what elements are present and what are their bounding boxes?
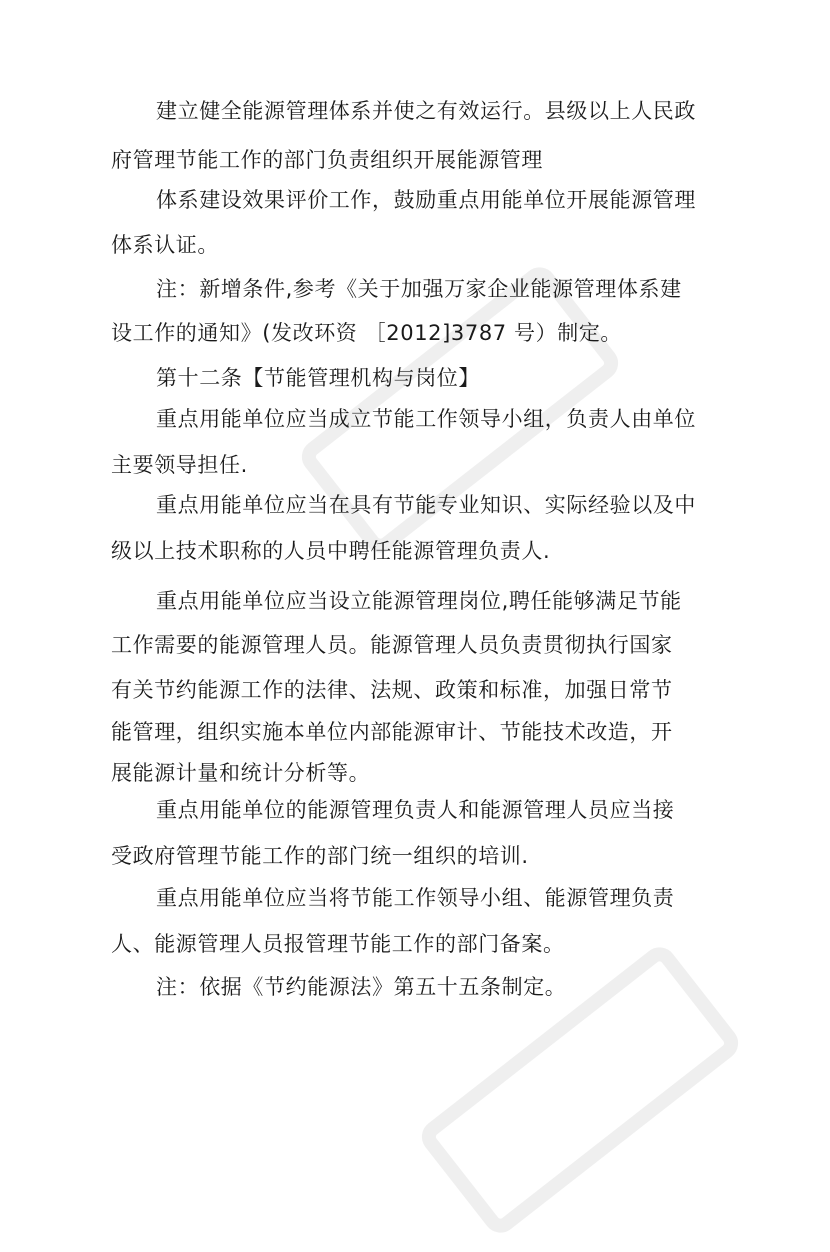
- paragraph-line: 重点用能单位应当设立能源管理岗位,聘任能够满足节能: [156, 589, 682, 613]
- note-line: 设工作的通知》(发改环资 ［2012]3787 号）制定。: [111, 321, 623, 345]
- paragraph-line: 建立健全能源管理体系并使之有效运行。县级以上人民政: [156, 99, 696, 123]
- paragraph-line: 体系认证。: [111, 233, 219, 257]
- note-line: 注：依据《节约能源法》第五十五条制定。: [156, 975, 567, 999]
- paragraph-line: 有关节约能源工作的法律、法规、政策和标准，加强日常节: [111, 678, 673, 702]
- paragraph-line: 展能源计量和统计分析等。: [111, 761, 371, 785]
- paragraph-line: 府管理节能工作的部门负责组织开展能源管理: [111, 148, 543, 172]
- paragraph-line: 体系建设效果评价工作，鼓励重点用能单位开展能源管理: [156, 188, 696, 212]
- article-heading: 第十二条【节能管理机构与岗位】: [156, 366, 480, 390]
- note-line: 注：新增条件,参考《关于加强万家企业能源管理体系建: [156, 277, 682, 301]
- paragraph-line: 受政府管理节能工作的部门统一组织的培训.: [111, 844, 529, 868]
- paragraph-line: 重点用能单位应当成立节能工作领导小组，负责人由单位: [156, 407, 696, 431]
- paragraph-line: 人、能源管理人员报管理节能工作的部门备案。: [111, 932, 565, 956]
- paragraph-line: 重点用能单位应当在具有节能专业知识、实际经验以及中: [156, 493, 696, 517]
- paragraph-line: 重点用能单位应当将节能工作领导小组、能源管理负责: [156, 886, 675, 910]
- paragraph-line: 工作需要的能源管理人员。能源管理人员负责贯彻执行国家: [111, 633, 673, 657]
- paragraph-line: 重点用能单位的能源管理负责人和能源管理人员应当接: [156, 798, 675, 822]
- paragraph-line: 级以上技术职称的人员中聘任能源管理负责人.: [111, 539, 551, 563]
- paragraph-line: 能管理，组织实施本单位内部能源审计、节能技术改造，开: [111, 720, 673, 744]
- paragraph-line: 主要领导担任.: [111, 453, 248, 477]
